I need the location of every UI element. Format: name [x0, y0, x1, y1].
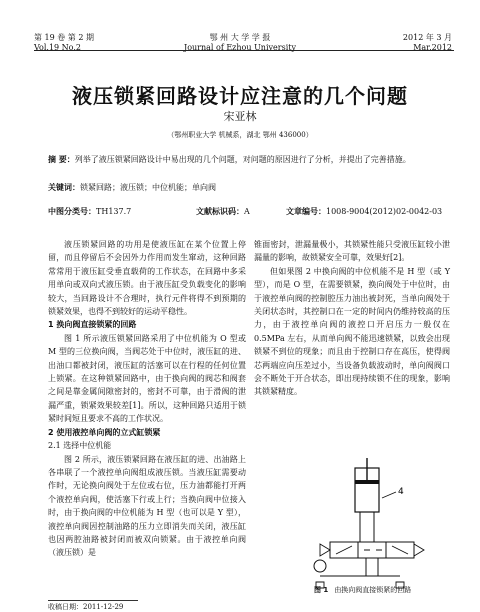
caption-text: 由换向阀直接锁紧的回路 — [334, 586, 412, 594]
issue-cn: 第 19 卷 第 2 期 — [34, 33, 94, 42]
header-rule — [34, 50, 454, 51]
paragraph: 液压锁紧回路的功用是使液压缸在某个位置上停留，而且停留后不会因外力作用而发生窜动，这种回路常常用于液压缸受垂直载荷的工作状态，在回路中多采用单向或双向式液压锁。由于液压缸受负载变化的影响较大，当回路设计不合理时，执行元件将得不到预期的锁紧效果，也得不到较好的运动平稳性。 — [48, 240, 246, 317]
section-heading: 1 换向阀直接锁紧的回路 — [48, 320, 137, 330]
clc-label: 中图分类号： — [48, 207, 96, 216]
abstract-text: 列举了液压锁紧回路设计中易出现的几个问题，对问题的原因进行了分析，并提出了完善措施。 — [74, 155, 411, 164]
paragraph: 图 2 所示，液压锁紧回路在液压缸的进、出油路上各串联了一个液控单向阀组成液压锁。当液压缸需要动作时，无论换向阀处于左位或右位，压力油都能打开两个液控单向阀，使活塞下行或上行；当换向阀中位接入时，由于换向阀的中位机能为 H 型（也可以是 Y 型），液控单向阀因控制油路的压力立即消失而关闭，液压缸也因两腔油路被封闭而被双向锁紧。由于液控单向阀（液压锁）是 — [48, 454, 246, 558]
journal-cn: 鄂 州 大 学 学 报 — [209, 33, 271, 42]
section-heading: 2 使用液控单向阀的立式缸锁紧 — [48, 427, 161, 437]
clc — [48, 206, 131, 217]
figure-caption — [314, 585, 411, 595]
doc-code — [196, 206, 250, 217]
left-column — [48, 238, 246, 560]
clc-value: TH137.7 — [96, 207, 132, 216]
doc-value: A — [244, 207, 250, 216]
caption-label: 图 1 — [314, 586, 329, 594]
label-leader — [382, 492, 396, 498]
figure-label-4: 4 — [398, 487, 404, 497]
doc-label: 文献标识码： — [196, 207, 244, 216]
paragraph: 图 1 所示液压锁紧回路采用了中位机能为 O 型或 M 型的三位换向阀，当阀芯处于中位时，液压缸的进、出油口都被封闭，液压缸的活塞可以在行程的任何位置上锁紧。在这种锁紧回路中，由于换向阀的阀芯和阀套之间是靠金属间隙密封的，密封不可靠，由于滑阀的泄漏严重，锁紧效果较差[1]。所以，这种回路只适用于锁紧时间短且要求不高的工作状况。 — [48, 333, 246, 424]
pump-symbol — [314, 560, 326, 572]
journal-en: Journal of Ezhou University — [184, 43, 296, 52]
right-column — [254, 238, 450, 399]
author: 宋亚林 — [223, 110, 257, 123]
paper-title: 液压锁紧回路设计应注意的几个问题 — [72, 84, 408, 108]
issue-en: Vol.19 No.2 — [34, 43, 81, 52]
abstract-label: 摘 要： — [48, 155, 75, 164]
subsection-heading: 2.1 选择中位机能 — [48, 441, 112, 451]
hydraulic-circuit-figure — [300, 458, 430, 598]
valve-springs — [320, 544, 424, 556]
article-value: 1008-9004(2012)02-0042-03 — [326, 207, 443, 216]
date-en: Mar.2012 — [413, 43, 452, 52]
keywords-label: 关键词： — [48, 183, 80, 192]
abstract — [48, 153, 438, 166]
keywords — [48, 182, 438, 193]
keywords-text: 锁紧回路；液压锁；中位机能；单向阀 — [80, 183, 216, 192]
page-header — [0, 0, 480, 52]
valve-arrows — [336, 546, 408, 554]
cylinder-piston — [355, 480, 379, 484]
affiliation: （鄂州职业大学 机械系，湖北 鄂州 436000） — [167, 131, 313, 139]
paragraph: 锥面密封，泄漏量极小，其锁紧性能只受液压缸较小泄漏量的影响，故锁紧安全可靠，效果好[2]。 — [254, 240, 450, 263]
article-number — [286, 206, 442, 217]
paragraph: 但如果图 2 中换向阀的中位机能不是 H 型（或 Y 型），而是 O 型，在需要锁紧，换向阀处于中位时，由于液控单向阀的控制腔压力油出被封死，当单向阀处于关闭状态时，其控制口在一定的时间内仍维持较高的压力，由于液控单向阀的液控口开启压力一般仅在 0.5MPa 左右，从而单向阀不能迅速锁紧，以致会出现锁紧不到位的现象；而且由于控制口存在高压，使得阀芯两端应向压差过小，当设备负载波动时，单向阀阀口会不断处于开合状态，即出现持续锁不住的现象，影响其锁紧精度。 — [254, 266, 450, 397]
footnote: 收稿日期：2011-12-29 — [48, 600, 138, 612]
date-cn: 2012 年 3 月 — [402, 33, 452, 42]
article-label: 文章编号： — [286, 207, 326, 216]
